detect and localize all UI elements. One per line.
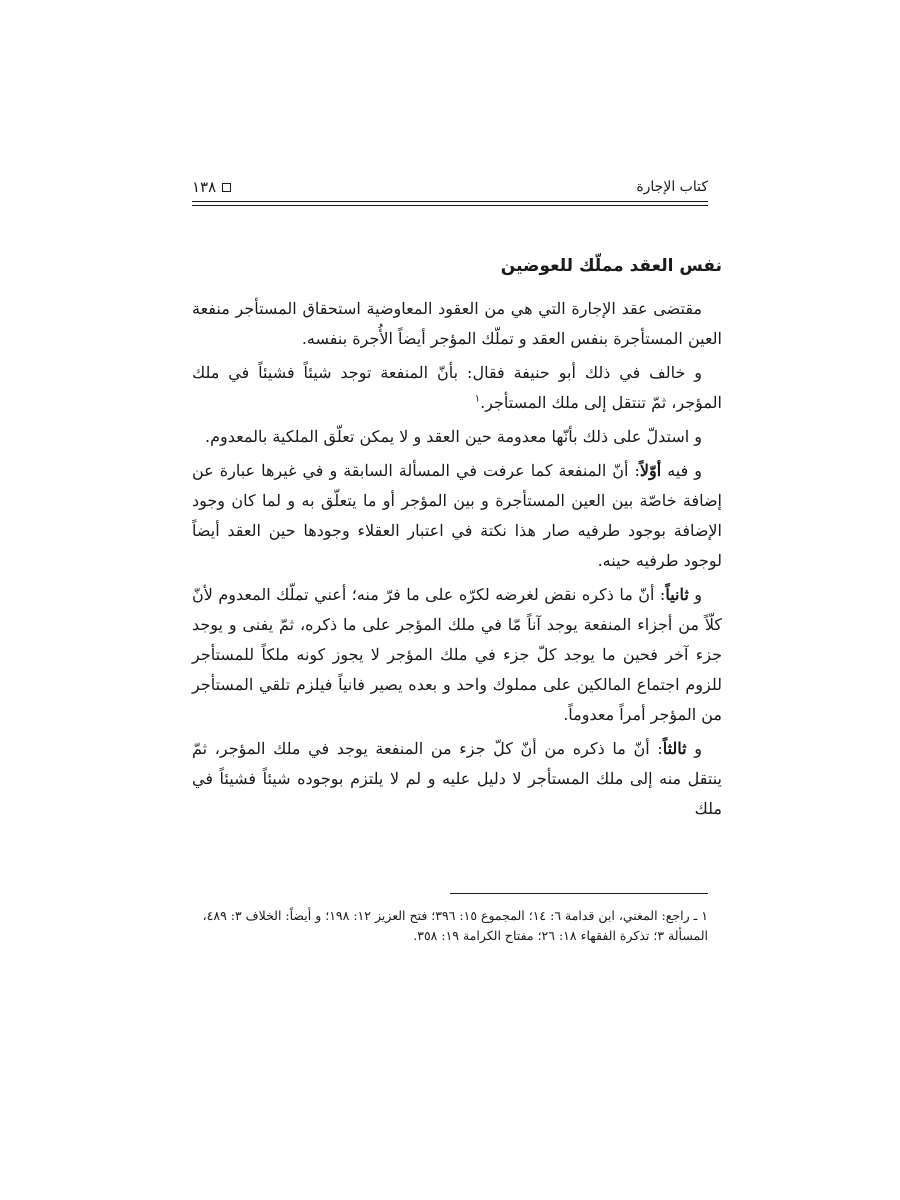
header-rule-bottom	[192, 205, 708, 206]
running-title: كتاب الإجارة	[636, 179, 708, 195]
section-heading: نفس العقد مملّك للعوضين	[500, 256, 722, 276]
paragraph	[192, 422, 722, 452]
paragraph-keyword: أوّلاً	[639, 461, 662, 480]
paragraph-lead: و	[686, 739, 703, 758]
footnote-reference[interactable]: ١	[474, 393, 481, 405]
paragraph-text: : أنّ المنفعة كما عرفت في المسألة السابقة و في غيرها عبارة عن إضافة خاصّة بين العين المستأجرة و بين المؤجر أو ما يتعلّق به و لما كان وجود الإضافة بوجود طرفيه صار هذا نكتة في اعتبار العقلاء وجودها حين العقد أيضاً لوجود طرفيه حينه.	[192, 461, 722, 570]
square-box-icon	[222, 183, 231, 192]
paragraph-lead: و	[688, 585, 702, 604]
paragraph-text: : أنّ ما ذكره نقض لغرضه لكرّه على ما فرّ منه؛ أعني تملّك المعدوم لأنّ كلّاً من أجزاء المنفعة يوجد آناً مّا في ملك المؤجر على ما ذكره، ثمّ يفنى و يوجد جزء آخر فحين ما يوجد كلّ جزء في ملك المؤجر لا يجوز كونه ملكاً للمستأجر للزوم اجتماع المالكين على مملوك واحد و بعده يصير فانياً فيلزم تلقي المستأجر من المؤجر أمراً معدوماً.	[192, 585, 722, 724]
footnote-rule	[450, 893, 708, 894]
paragraph	[192, 580, 722, 730]
footnotes	[192, 906, 708, 946]
paragraph-text: مقتضى عقد الإجارة التي هي من العقود المعاوضية استحقاق المستأجر منفعة العين المستأجرة بنفس العقد و تملّك المؤجر أيضاً الأُجرة بنفسه.	[192, 299, 722, 348]
paragraph-keyword: ثانياً	[665, 585, 689, 604]
paragraph-text: : أنّ ما ذكره من أنّ كلّ جزء من المنفعة يوجد في ملك المؤجر، ثمّ ينتقل منه إلى ملك المستأجر لا دليل عليه و لم لا يلتزم بوجوده شيئاً فشيئاً في ملك	[192, 739, 722, 818]
page-number: ١٣٨	[192, 178, 217, 196]
paragraph-text: و خالف في ذلك أبو حنيفة فقال: بأنّ المنفعة توجد شيئاً فشيئاً في ملك المؤجر، ثمّ تنتقل إلى ملك المستأجر.	[192, 363, 722, 412]
footnote: ١ ـ راجع: المغني، ابن قدامة ٦: ١٤؛ المجموع ١٥: ٣٩٦؛ فتح العزيز ١٢: ١٩٨؛ و أيضاً: الخلاف ٣: ٤٨٩، المسألة ٣؛ تذكرة الفقهاء ١٨: ٢٦؛ مفتاح الكرامة ١٩: ٣٥٨.	[202, 908, 708, 943]
main-text	[192, 252, 722, 828]
running-header	[192, 178, 708, 200]
paragraph-text: و استدلّ على ذلك بأنّها معدومة حين العقد و لا يمكن تعلّق الملكية بالمعدوم.	[204, 427, 702, 446]
paragraph	[192, 734, 722, 824]
paragraph	[192, 456, 722, 576]
paragraph	[192, 358, 722, 418]
paragraph	[192, 294, 722, 354]
header-rule-top	[192, 201, 708, 202]
page-number-block	[192, 178, 231, 196]
paragraph-keyword: ثالثاً	[662, 739, 687, 758]
paragraph-lead: و فيه	[661, 461, 703, 480]
